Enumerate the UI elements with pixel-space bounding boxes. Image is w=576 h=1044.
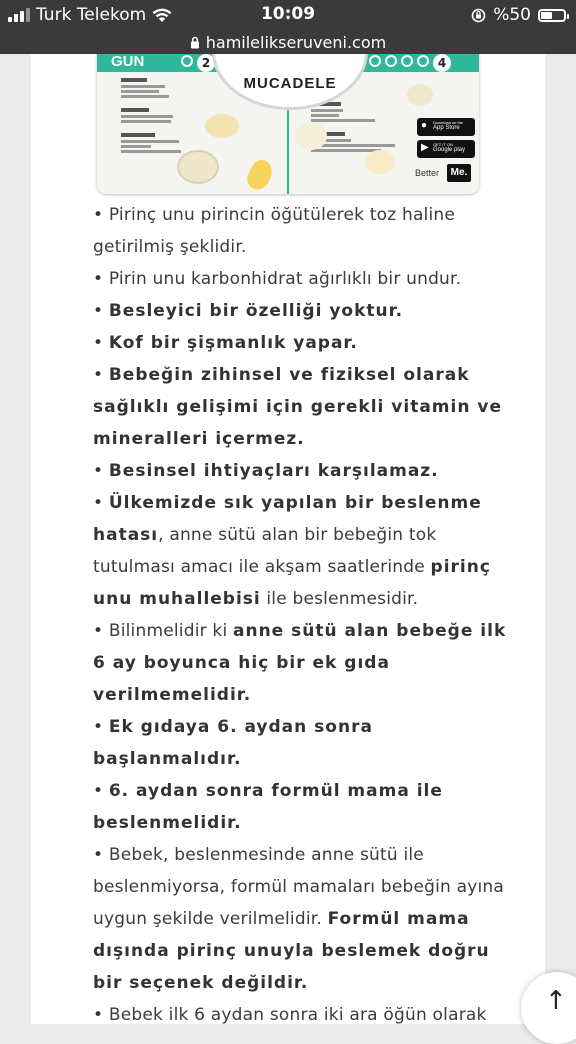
day-circle-icon	[417, 55, 429, 67]
article-body	[93, 199, 513, 1024]
bullet-text: Bilinmelidir ki	[108, 621, 233, 641]
url-text[interactable]: hamilelikseruveni.com	[205, 32, 387, 52]
list-item	[93, 359, 513, 455]
list-item	[93, 263, 513, 295]
infographic-day-label: GUN	[111, 54, 145, 70]
list-item	[93, 999, 513, 1024]
list-item	[93, 199, 513, 263]
status-time: 10:09	[260, 4, 316, 24]
list-item	[93, 775, 513, 839]
bullet-text: Kof bir şişmanlık yapar.	[108, 333, 358, 353]
url-bar[interactable]	[0, 30, 576, 54]
bullet-icon: •	[93, 781, 109, 801]
brand-badge: Me.	[447, 164, 471, 182]
bullet-text: Pirin unu karbonhidrat ağırlıklı bir undur.	[108, 269, 462, 289]
bullet-icon: •	[93, 333, 109, 353]
play-icon: ▶	[421, 142, 429, 153]
battery-percent: %50	[493, 5, 531, 25]
status-bar	[0, 0, 576, 30]
bullet-text: Pirinç unu pirincin öğütülerek toz haline getirilmiş şeklidir.	[93, 205, 456, 257]
bullet-icon: •	[93, 717, 109, 737]
food-illustration	[407, 84, 433, 106]
app-store-badge	[417, 118, 475, 136]
diet-infographic-image	[97, 54, 479, 194]
list-item	[93, 327, 513, 359]
food-illustration	[365, 150, 395, 174]
bullet-text: Ek gıdaya 6. aydan sonra başlanmalıdır.	[93, 717, 373, 769]
apple-icon: ●	[421, 120, 428, 131]
bullet-text: 6. aydan sonra formül mama ile beslenmelidir.	[93, 781, 443, 833]
lock-icon	[190, 36, 200, 49]
list-item	[93, 455, 513, 487]
list-item	[93, 839, 513, 999]
infographic-menu-text	[121, 78, 191, 153]
list-item	[93, 615, 513, 711]
app-store-text: App Store	[433, 125, 460, 131]
bullet-icon: •	[93, 301, 109, 321]
list-item	[93, 487, 513, 615]
day-number-right: 4	[433, 54, 451, 72]
google-play-text: Google play	[433, 147, 466, 153]
bullet-text: Bebek, beslenmesinde anne sütü ile beslenmiyorsa, formül mamaları bebeğin ayına uygun şekilde verilmelidir.	[93, 845, 505, 929]
bullet-text-bold: anne sütü alan bebeğe ilk 6 ay boyunca hiç bir ek gıda verilmemelidir.	[93, 621, 507, 705]
arrow-up-icon: ↑	[545, 986, 567, 1016]
food-illustration	[205, 114, 239, 138]
bullet-text-bold: Ülkemizde sık yapılan bir beslenme hatası	[93, 493, 482, 545]
carrier-name: Turk Telekom	[36, 5, 147, 25]
list-item	[93, 711, 513, 775]
battery-level	[541, 12, 552, 19]
bullet-icon: •	[93, 205, 109, 225]
bullet-icon: •	[93, 1005, 109, 1024]
list-item	[93, 295, 513, 327]
day-number-left: 2	[197, 54, 215, 72]
infographic-title: MUCADELE	[243, 75, 337, 92]
bullet-text: Bebeğin zihinsel ve fiziksel olarak sağlıklı gelişimi için gerekli vitamin ve mineralleri içermez.	[93, 365, 502, 449]
bullet-icon: •	[93, 493, 109, 513]
bullet-icon: •	[93, 269, 109, 289]
app-store-small-text: Download on the	[433, 120, 464, 125]
day-circle-icon	[181, 55, 193, 67]
rotation-lock-icon	[471, 8, 486, 23]
google-play-small-text: GET IT ON	[433, 142, 453, 147]
day-circle-icon	[369, 55, 381, 67]
bullet-icon: •	[93, 461, 109, 481]
food-illustration	[295, 122, 327, 150]
google-play-badge	[417, 140, 475, 158]
day-circle-icon	[401, 55, 413, 67]
bullet-icon: •	[93, 845, 109, 865]
bullet-icon: •	[93, 365, 109, 385]
page-content	[31, 54, 545, 1024]
bullet-text-bold: Formül mama dışında pirinç unuyla beslemek doğru bir seçenek değildir.	[93, 909, 490, 993]
infographic-menu-text	[311, 102, 401, 152]
bullet-text: ile beslenmesidir.	[260, 589, 419, 609]
food-illustration	[177, 150, 219, 184]
bullet-text: Besleyici bir özelliği yoktur.	[108, 301, 404, 321]
bullet-text: Besinsel ihtiyaçları karşılamaz.	[108, 461, 439, 481]
bullet-text-bold: pirinç unu muhallebisi	[93, 557, 491, 609]
bullet-text: Bebek ilk 6 aydan sonra iki ara öğün olarak	[108, 1005, 487, 1024]
day-circle-icon	[385, 55, 397, 67]
battery-icon	[538, 9, 566, 22]
status-right	[471, 5, 566, 25]
bullet-icon: •	[93, 621, 109, 641]
brand-text: Better	[415, 168, 440, 178]
bullet-text: , anne sütü alan bir bebeğin tok tutulması amacı ile akşam saatlerinde	[93, 525, 437, 577]
